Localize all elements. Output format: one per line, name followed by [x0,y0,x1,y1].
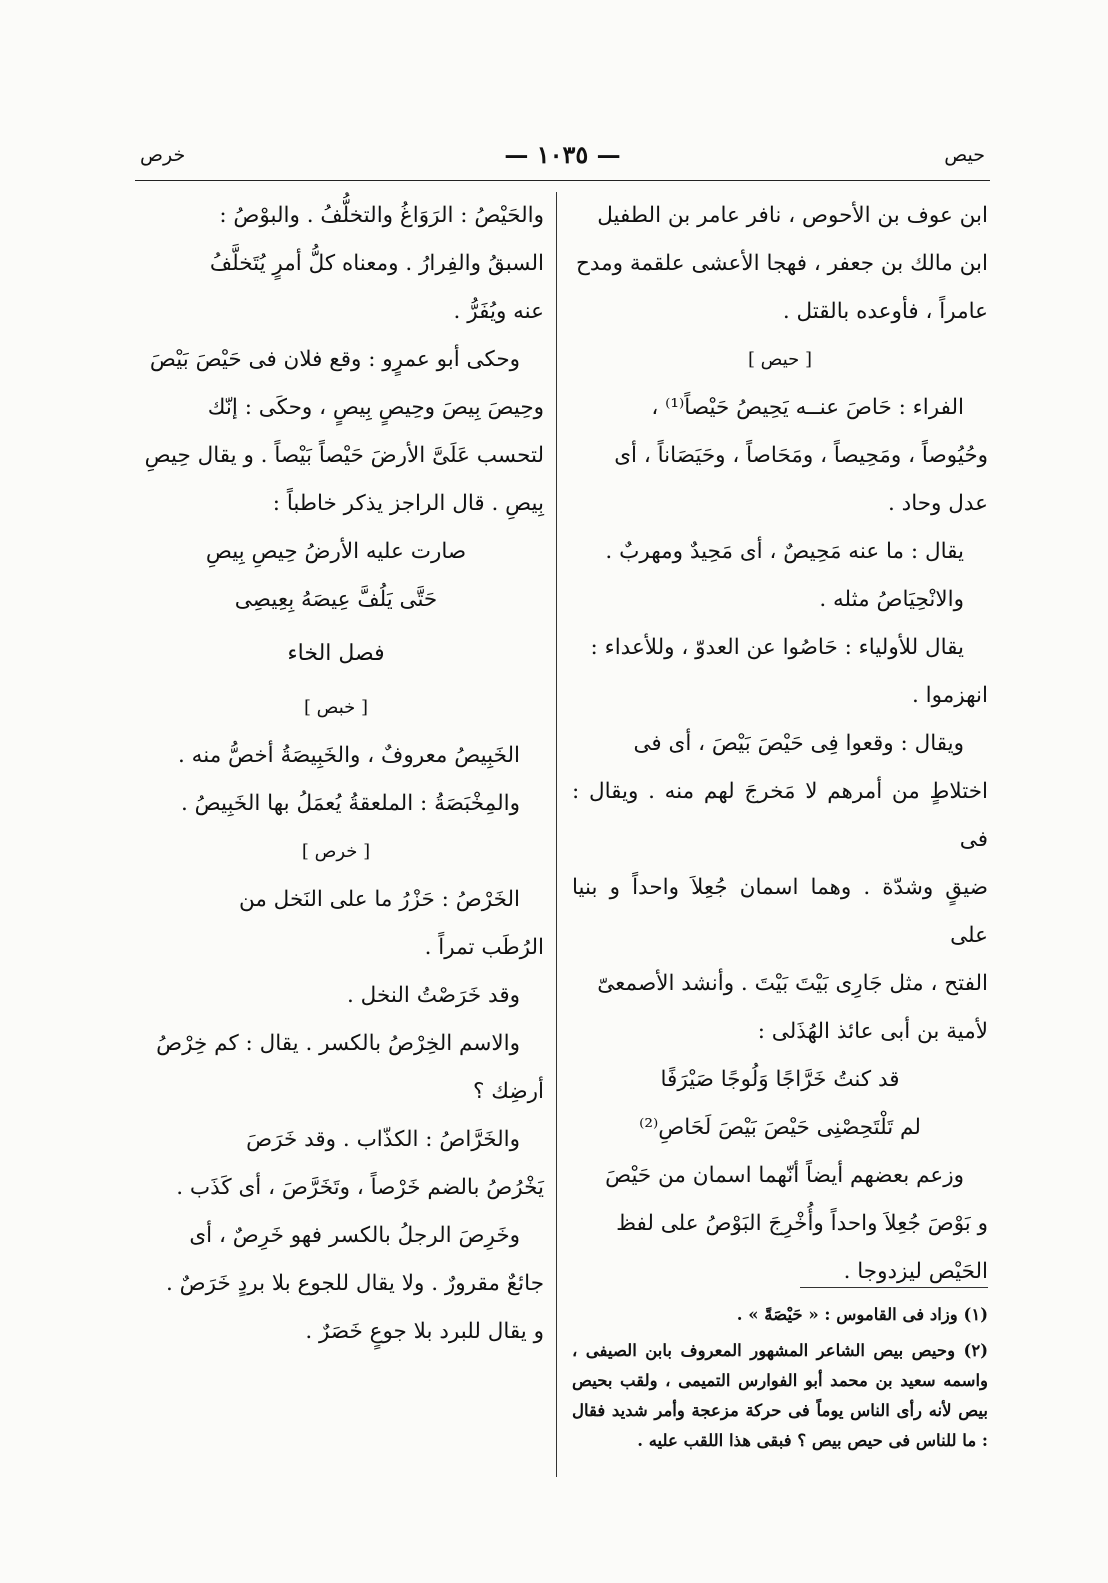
left-col-entry-heading: [ خبص ] [303,697,369,718]
right-col-paragraph-line: يقال : ما عنه مَحِيصٌ ، أى مَحِيدٌ ومهربٌ . [605,539,964,564]
left-col-paragraph-line: وحكى أبو عمرٍو : وقع فلان فى حَيْصَ بَيْصَ [149,347,520,372]
left-col-entry-heading: [ خرص ] [301,841,371,862]
right-col-text-line: لأمية بن أبى عائذ الهُذَلى : [757,1019,988,1044]
footnote-1: (١) وزاد فى القاموس : « حَيْصَةً » . [736,1305,988,1324]
right-col-paragraph-line: ويقال : وقعوا فِى حَيْصَ بَيْصَ ، أى فى [633,731,964,756]
right-col-text-line: ابن عوف بن الأحوص ، نافر عامر بن الطفيل [597,203,988,228]
left-column [128,192,544,1356]
left-col-text-line: وحِيصَ بِيصَ وحِيصٍ بِيصٍ ، وحكَى : إنّك [207,395,544,420]
right-col-entry-heading: [ حيص ] [747,349,813,370]
left-col-paragraph-line: والخَرَّاصُ : الكذّاب . وقد خَرَصَ [246,1127,520,1152]
right-col-text-line: الفتح ، مثل جَارِى بَيْتَ بَيْتَ . وأنشد الأصمعىّ [597,971,988,996]
footnote-rule [800,1287,988,1288]
left-col-text-line: جائعٌ مقرورٌ . ولا يقال للجوع بلا بردٍ خَرَصٌ . [165,1271,544,1296]
right-col-text-line: عامراً ، فأوعده بالقتل . [782,299,988,324]
left-col-text-line: و يقال للبرد بلا جوعٍ خَصَرٌ . [305,1319,544,1344]
page-header [135,140,990,180]
footnote-2: (٢) وحيص بيص الشاعر المشهور المعروف بابن الصيفى ، واسمه سعيد بن محمد أبو الفوارس التميمى ، ولقب بحيص بيص لأنه رأى الناس يوماً فى حركة مزعجة وأمر شديد فقال : ما للناس فى حيص بيص ؟ فبقى هذا اللقب عليه . [572,1341,988,1450]
left-col-paragraph-line: وقد خَرَصْتُ النخل . [347,983,520,1008]
page-number: — ١٠٣٥ — [504,140,621,169]
left-col-text-line: يَخْرُصُ بالضم خَرْصاً ، وتَخَرَّصَ ، أى كَذَب . [176,1175,544,1200]
left-col-text-line: والحَيْصُ : الرَوَاغُ والتخلُّفُ . والبوْصُ : [219,203,544,228]
left-col-paragraph-line: الخَبِيصُ معروفٌ ، والخَبِيصَةُ أخصُّ منه . [178,743,520,768]
footnotes [572,1300,988,1456]
left-col-paragraph-line: الخَرْصُ : حَزْرُ ما على النَخل من [238,887,520,912]
right-col-text-line: الحَيْص ليزدوجا . [843,1259,988,1284]
right-col-paragraph-line: والانْحِيَاصُ مثله . [819,587,964,612]
left-col-text-line: بِيصِ . قال الراجز يذكر خاطباً : [272,491,544,516]
left-col-text-line: السبقُ والفِرارُ . ومعناه كلُّ أمرٍ يُتَخلَّفُ [209,251,544,276]
left-col-paragraph-line: والاسم الخِرْصُ بالكسر . يقال : كم خِرْصُ [156,1031,520,1056]
left-col-text-line: أرضِك ؟ [473,1079,544,1104]
right-col-text-line: اختلاطٍ من أمرهم لا مَخرجَ لهم منه . ويقال : فى [572,779,988,852]
right-col-text-line: عدل وحاد . [887,491,988,516]
right-col-text-line: ضيقٍ وشدّة . وهما اسمان جُعِلاَ واحداً و بنيا على [572,875,988,948]
left-col-verse-line: حَتَّى يَلُفَّ عِيصَهُ بِعِيصِى [234,587,438,612]
left-col-text-line: الرُطَب تمراً . [424,935,544,960]
right-col-text-line: ابن مالك بن جعفر ، فهجا الأعشى علقمة ومدح [575,251,988,276]
right-col-paragraph-line: وزعم بعضهم أيضاً أنّهما اسمان من حَيْصَ [605,1163,964,1188]
right-col-paragraph-line: يقال للأولياء : حَاصُوا عن العدوّ ، وللأعداء : [590,635,964,660]
right-col-paragraph-line: الفراء : حَاصَ عنــه يَحِيصُ حَيْصاً⁽¹⁾ ، [651,395,964,420]
right-col-text-line: انهزموا . [912,683,988,708]
left-col-paragraph-line: وخَرِصَ الرجلُ بالكسر فهو خَرِصٌ ، أى [189,1223,520,1248]
left-col-section-heading: فصل الخاء [287,641,385,666]
right-col-text-line: وحُيُوصاً ، ومَحِيصاً ، ومَحَاصاً ، وحَيَصَاناً ، أى [614,443,988,468]
header-right-keyword: حيص [944,144,985,166]
right-col-text-line: و بَوْصَ جُعِلاَ واحداً وأُخْرِجَ البَوْصُ على لفظ [616,1211,988,1236]
left-col-paragraph-line: والمِخْبَصَةُ : الملعقةُ يُعمَلُ بها الخَبِيصُ . [180,791,520,816]
right-col-verse-line: لم تَلْتَحِصْنِى حَيْصَ بَيْصَ لَحَاصِ⁽²⁾ [639,1115,921,1140]
right-col-verse-line: قد كنتُ خَرَّاجًا وَلُوجًا صَيْرَفًا [660,1067,900,1092]
left-col-verse-line: صارت عليه الأرضُ حِيصِ بِيصِ [205,539,467,564]
left-col-text-line: عنه ويُفَرُّ . [453,299,544,324]
header-rule [135,180,990,181]
right-column [572,192,988,1296]
column-divider [556,192,557,1477]
left-col-text-line: لتحسب عَلَىَّ الأرضَ حَيْصاً بَيْصاً . و يقال حِيصِ [144,443,544,468]
header-left-keyword: خرص [140,144,186,166]
